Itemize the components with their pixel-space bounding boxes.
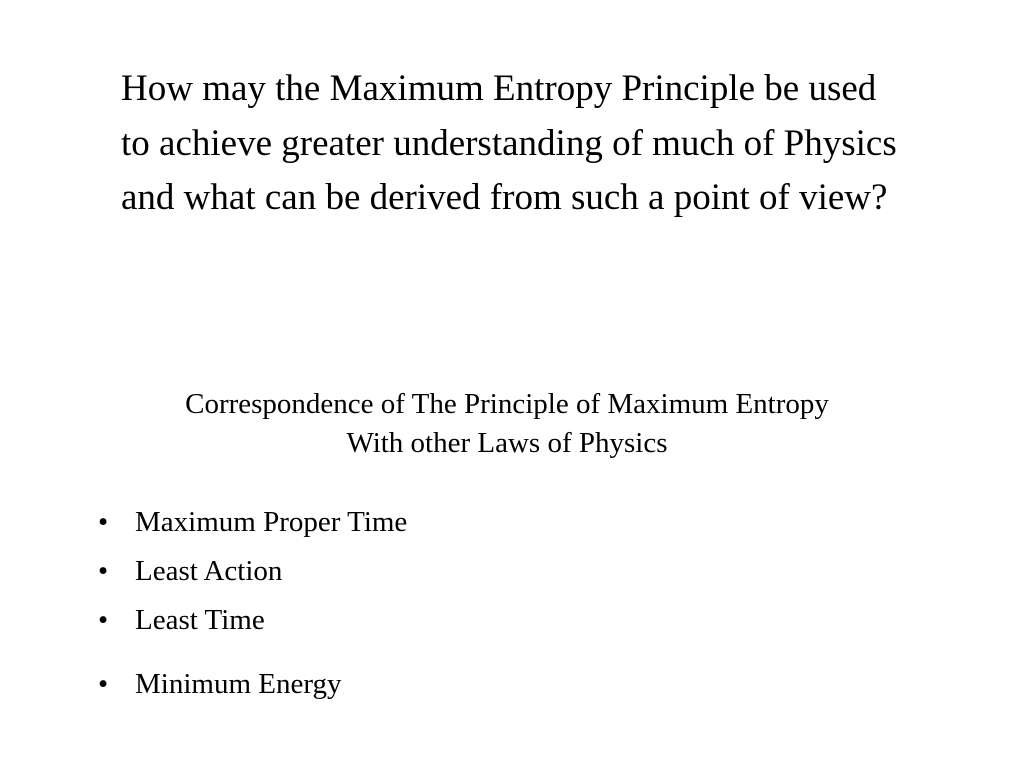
bullet-text: Least Time — [135, 604, 265, 636]
subtitle-line-2: With other Laws of Physics — [346, 427, 668, 459]
bullet-icon: • — [98, 668, 109, 700]
bullet-text: Minimum Energy — [135, 668, 342, 700]
bullet-text: Maximum Proper Time — [135, 506, 408, 538]
bullet-icon: • — [98, 555, 109, 587]
bullet-icon: • — [98, 604, 109, 636]
subtitle-line-1: Correspondence of The Principle of Maximum Entropy — [185, 388, 829, 420]
bullet-text: Least Action — [135, 555, 283, 587]
bullet-icon: • — [98, 506, 109, 538]
question-text: How may the Maximum Entropy Principle be used to achieve greater understanding of much of Physics and what can be derived from such a point of view? — [121, 68, 897, 218]
